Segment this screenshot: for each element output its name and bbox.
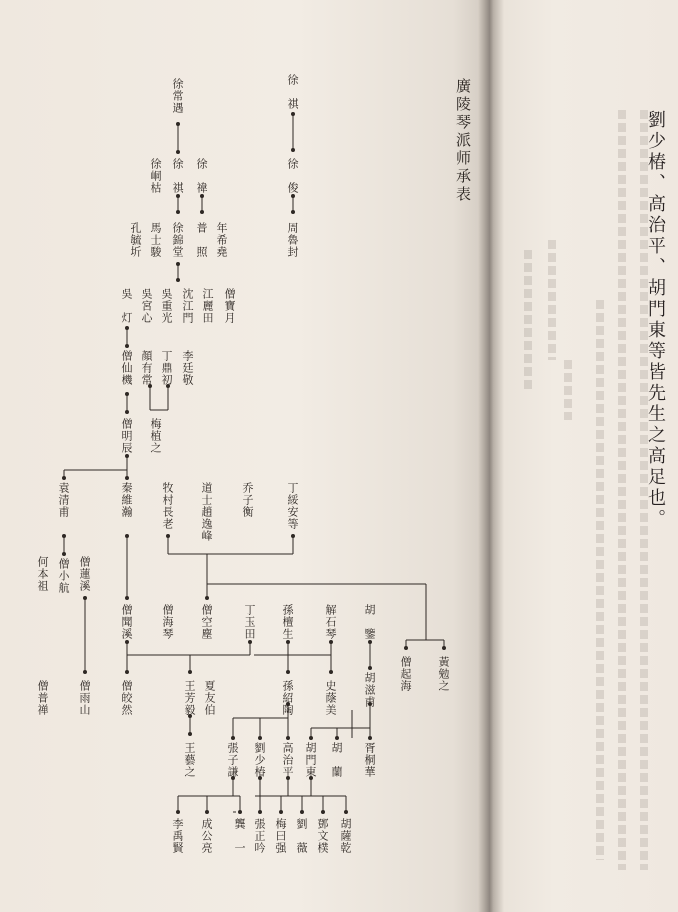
- lineage-name: 梅植之: [149, 418, 162, 454]
- lineage-name: 江麗田: [201, 288, 214, 324]
- lineage-name: 僧仙機: [120, 350, 133, 386]
- lineage-name: 道士趙逸峰: [200, 482, 213, 542]
- lineage-name: 孔毓圻: [129, 222, 142, 258]
- lineage-name: 徐 祺: [171, 158, 184, 194]
- facing-page-text: 劉少椿、高治平、胡門東等皆先生之高足也。: [645, 110, 666, 530]
- lineage-name: 僧海琴: [161, 604, 174, 640]
- lineage-name: 吳 灯: [120, 288, 133, 324]
- lineage-name: 解石琴: [324, 604, 337, 640]
- lineage-name: 徐錦堂: [171, 222, 184, 258]
- lineage-name: 徐 俊: [286, 158, 299, 194]
- lineage-name: 梅曰强: [274, 818, 287, 854]
- lineage-name: 吳重光: [160, 288, 173, 324]
- lineage-name: 李廷敬: [181, 350, 194, 386]
- lineage-name: 僧雨山: [78, 680, 91, 716]
- lineage-name: 顏有常: [140, 350, 153, 386]
- lineage-name: 王芳毅: [183, 680, 196, 716]
- lineage-name: 丁鼎初: [160, 350, 173, 386]
- lineage-name: 胡 蘭: [330, 742, 343, 778]
- lineage-name: 吳宮心: [140, 288, 153, 324]
- lineage-name: 黃勉之: [437, 656, 450, 692]
- lineage-name: 鄧文樸: [316, 818, 329, 854]
- lineage-name: 龔 一: [233, 818, 246, 854]
- lineage-name: 秦維瀚: [120, 482, 133, 518]
- lineage-name: 孫紹陶: [281, 680, 294, 716]
- lineage-name: 王藝之: [183, 742, 196, 778]
- lineage-name: 僧起海: [399, 656, 412, 692]
- lineage-name: 僧蓮溪: [78, 556, 91, 592]
- lineage-name: 成公亮: [200, 818, 213, 854]
- lineage-name: 張子謙: [226, 742, 239, 778]
- lineage-name: 袁清甫: [57, 482, 70, 518]
- lineage-name: 胥桐華: [363, 742, 376, 778]
- lineage-name: 乔子衡: [241, 482, 254, 518]
- lineage-name: 胡薩乾: [339, 818, 352, 854]
- lineage-name: 牧村長老: [161, 482, 174, 530]
- lineage-name: 徐 祺: [286, 74, 299, 110]
- lineage-name: 劉少椿: [253, 742, 266, 778]
- lineage-name: 史蔭美: [324, 680, 337, 716]
- lineage-name: 李禹賢: [171, 818, 184, 854]
- lineage-name: 僧普禅: [36, 680, 49, 716]
- lineage-name: 僧聞溪: [120, 604, 133, 640]
- lineage-name: 丁玉田: [243, 604, 256, 640]
- lineage-name: 劉 薇: [295, 818, 308, 854]
- lineage-name: 馬士駿: [149, 222, 162, 258]
- lineage-name: 孫檀生: [281, 604, 294, 640]
- lineage-name: 張正吟: [253, 818, 266, 854]
- lineage-name: 胡 鑒: [363, 604, 376, 640]
- lineage-name: 沈江門: [181, 288, 194, 324]
- lineage-name: 徐峒枯: [149, 158, 162, 194]
- lineage-name: 周魯封: [286, 222, 299, 258]
- lineage-name: 僧明辰: [120, 418, 133, 454]
- lineage-name: 僧空塵: [200, 604, 213, 640]
- lineage-name: 夏友伯: [203, 680, 216, 716]
- lineage-name: 高治平: [281, 742, 294, 778]
- page-title: 廣陵琴派师承表: [454, 78, 472, 204]
- lineage-name: 僧寶月: [223, 288, 236, 324]
- lineage-name: 普 照: [195, 222, 208, 258]
- lineage-name: 丁綏安等: [286, 482, 299, 530]
- lineage-name: 何本祖: [36, 556, 49, 592]
- lineage-name: 徐常遇: [171, 78, 184, 114]
- lineage-name: 胡門東: [304, 742, 317, 778]
- lineage-name: 僧小航: [57, 558, 70, 594]
- lineage-name: 徐 禕: [195, 158, 208, 194]
- lineage-name: 年希堯: [215, 222, 228, 258]
- lineage-name: 僧皎然: [120, 680, 133, 716]
- lineage-name: 胡滋甫: [363, 672, 376, 708]
